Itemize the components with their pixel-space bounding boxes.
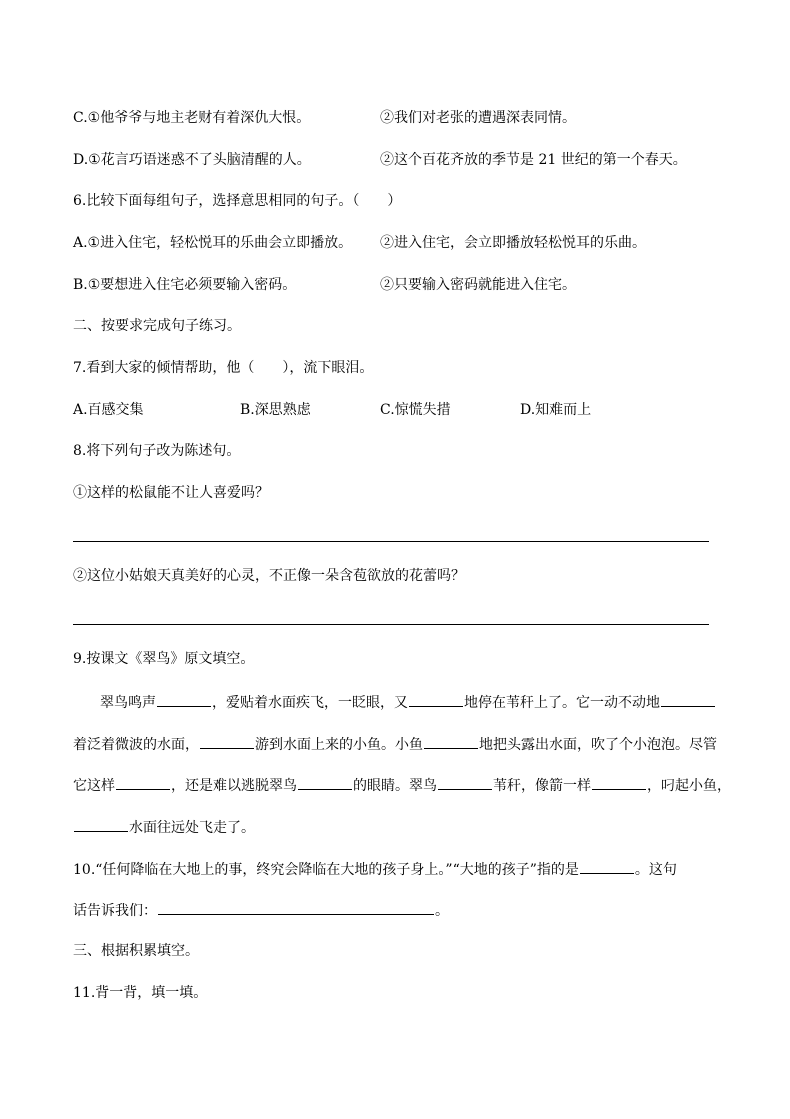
passage-text: 它这样 <box>73 778 115 794</box>
passage-text: ，叼起小鱼， <box>647 778 731 794</box>
fill-blank[interactable] <box>157 691 211 707</box>
section-2-heading: 二、按要求完成句子练习。 <box>73 318 241 334</box>
q10-text: 。 <box>435 903 449 919</box>
fill-blank[interactable] <box>661 691 715 707</box>
fill-blank[interactable] <box>74 816 128 832</box>
q7-option-d: D.知难而上 <box>520 402 592 418</box>
q8-answer-line-1[interactable] <box>73 541 709 542</box>
q8-stem: 8.将下列句子改为陈述句。 <box>73 443 241 459</box>
passage-text: 地把头露出水面，吹了个小泡泡。尽管 <box>479 737 717 753</box>
passage-text: 地停在苇秆上了。它一动不动地 <box>464 695 660 711</box>
fill-blank[interactable] <box>298 774 352 790</box>
fill-blank[interactable] <box>438 774 492 790</box>
q10-line-1 <box>73 858 677 880</box>
passage-text: 水面往远处飞走了。 <box>129 820 255 836</box>
q7-option-c: C.惊慌失措 <box>380 402 451 418</box>
passage-text: 着泛着微波的水面， <box>73 737 199 753</box>
fill-blank[interactable] <box>592 774 646 790</box>
q10-text: 话告诉我们： <box>73 903 157 919</box>
passage-text: 翠鸟鸣声 <box>100 695 156 711</box>
fill-blank[interactable] <box>200 733 254 749</box>
q10-quote: 10.“任何降临在大地上的事，终究会降临在大地的孩子身上。”“大地的孩子”指的是 <box>73 862 579 878</box>
q11-stem: 11.背一背，填一填。 <box>73 985 208 1001</box>
fill-blank[interactable] <box>424 733 478 749</box>
q5-option-c-sentence2: ②我们对老张的遭遇深表同情。 <box>380 110 576 126</box>
fill-blank[interactable] <box>158 899 434 915</box>
passage-text: 游到水面上来的小鱼。小鱼 <box>255 737 423 753</box>
q9-passage-line-1 <box>100 691 716 713</box>
fill-blank[interactable] <box>409 691 463 707</box>
q5-option-c-sentence1: C.①他爷爷与地主老财有着深仇大恨。 <box>73 110 311 126</box>
q5-option-d-sentence2: ②这个百花齐放的季节是 21 世纪的第一个春天。 <box>380 152 687 168</box>
passage-text: ，爱贴着水面疾飞，一眨眼，又 <box>212 695 408 711</box>
q6-option-a-sentence1: A.①进入住宅，轻松悦耳的乐曲会立即播放。 <box>73 235 353 251</box>
q6-option-b-sentence2: ②只要输入密码就能进入住宅。 <box>380 277 576 293</box>
q8-answer-line-2[interactable] <box>73 624 709 625</box>
q7-option-b: B.深思熟虑 <box>240 402 311 418</box>
passage-text: 的眼睛。翠鸟 <box>353 778 437 794</box>
q7-stem: 7.看到大家的倾情帮助，他（ ），流下眼泪。 <box>73 360 374 376</box>
q5-option-d-sentence1: D.①花言巧语迷惑不了头脑清醒的人。 <box>73 152 311 168</box>
q6-stem: 6.比较下面每组句子，选择意思相同的句子。（ ） <box>73 193 402 209</box>
fill-blank[interactable] <box>580 858 634 874</box>
q9-passage-line-4 <box>73 816 255 838</box>
q7-option-a: A.百感交集 <box>73 402 144 418</box>
q9-passage-line-3 <box>73 774 731 796</box>
q6-option-b-sentence1: B.①要想进入住宅必须要输入密码。 <box>73 277 297 293</box>
q6-option-a-sentence2: ②进入住宅，会立即播放轻松悦耳的乐曲。 <box>380 235 646 251</box>
q9-stem: 9.按课文《翠鸟》原文填空。 <box>73 651 255 667</box>
passage-text: 苇秆，像箭一样 <box>493 778 591 794</box>
section-3-heading: 三、根据积累填空。 <box>73 943 199 959</box>
q9-passage-line-2 <box>73 733 717 755</box>
passage-text: ，还是难以逃脱翠鸟 <box>171 778 297 794</box>
q8-sentence-2: ②这位小姑娘天真美好的心灵，不正像一朵含苞欲放的花蕾吗？ <box>73 568 465 584</box>
q8-sentence-1: ①这样的松鼠能不让人喜爱吗？ <box>73 485 269 501</box>
q10-text: 。这句 <box>634 862 677 878</box>
fill-blank[interactable] <box>116 774 170 790</box>
q10-line-2 <box>73 899 449 921</box>
